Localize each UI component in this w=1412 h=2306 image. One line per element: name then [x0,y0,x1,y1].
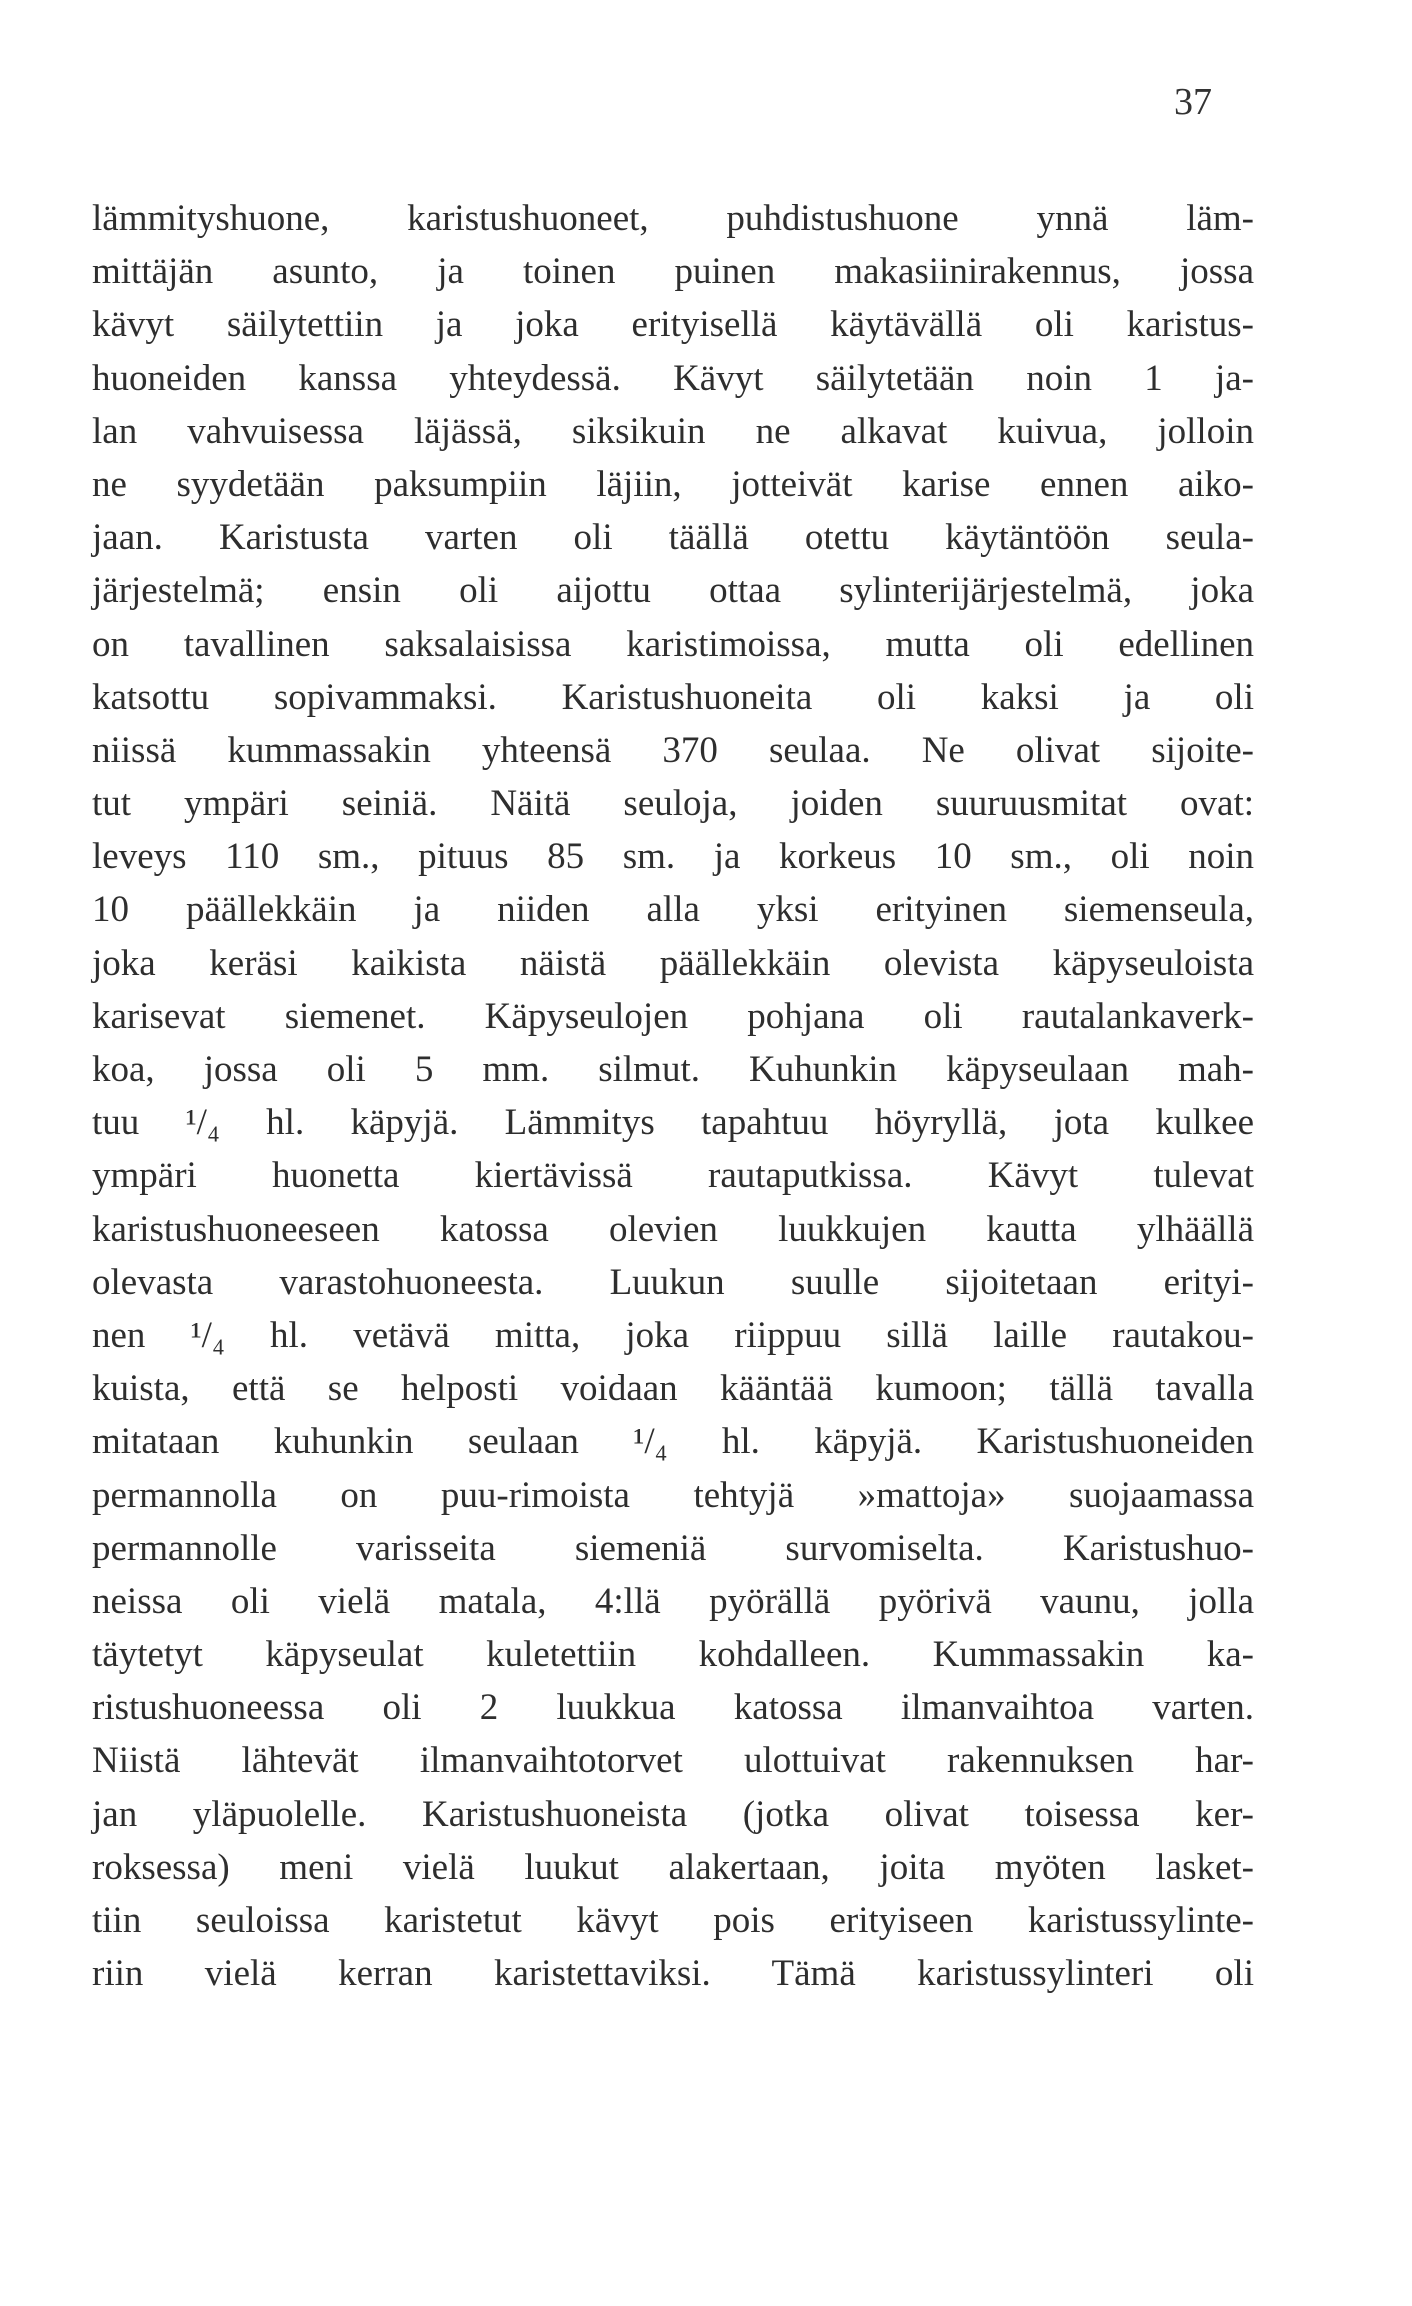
text-line: lämmityshuone, karistushuoneet, puhdistushuone ynnä läm- [92,198,1254,239]
text-line: täytetyt käpyseulat kuletettiin kohdalleen. Kummassakin ka- [92,1634,1254,1676]
text-line: ympäri huonetta kiertävissä rautaputkissa. Kävyt tulevat [92,1155,1254,1197]
text-line: kuista, että se helposti voidaan kääntää kumoon; tällä tavalla [92,1368,1254,1410]
text-line: jan yläpuolelle. Karistushuoneista (jotka olivat toisessa ker- [92,1793,1254,1835]
text-line: jaan. Karistusta varten oli täällä otettu käytäntöön seula- [92,517,1254,559]
text-line: roksessa) meni vielä luukut alakertaan, joita myöten lasket- [92,1846,1254,1888]
text-line: permannolla on puu-rimoista tehtyjä »mattoja» suojaamassa [92,1474,1254,1516]
text-line: tiin seuloissa karistetut kävyt pois erityiseen karistussylinte- [92,1900,1254,1941]
text-line: karistushuoneeseen katossa olevien luukkujen kautta ylhäällä [92,1208,1254,1250]
text-line: olevasta varastohuoneesta. Luukun suulle sijoitetaan erityi- [92,1261,1254,1303]
text-line: lan vahvuisessa läjässä, siksikuin ne alkavat kuivua, jolloin [92,410,1254,452]
text-line: tut ympäri seiniä. Näitä seuloja, joiden suuruusmitat ovat: [92,783,1254,825]
text-line: huoneiden kanssa yhteydessä. Kävyt säilytetään noin 1 ja- [92,357,1254,399]
text-line: leveys 110 sm., pituus 85 sm. ja korkeus 10 sm., oli noin [92,836,1254,878]
text-line: kävyt säilytettiin ja joka erityisellä käytävällä oli karistus- [92,304,1254,346]
text-line: niissä kummassakin yhteensä 370 seulaa. Ne olivat sijoite- [92,729,1254,771]
body-text [92,192,1254,2000]
text-line: mitataan kuhunkin seulaan ¹/₄ hl. käpyjä. Karistushuoneiden [92,1421,1254,1463]
text-line: 10 päällekkäin ja niiden alla yksi erityinen siemenseula, [92,889,1254,931]
text-line: katsottu sopivammaksi. Karistushuoneita oli kaksi ja oli [92,676,1254,718]
text-line: riin vielä kerran karistettaviksi. Tämä karistussylinteri oli [92,1953,1254,1995]
text-line: joka keräsi kaikista näistä päällekkäin olevista käpyseuloista [92,942,1254,984]
text-line: ne syydetään paksumpiin läjiin, jotteivät karise ennen aiko- [92,463,1254,505]
text-line: tuu ¹/₄ hl. käpyjä. Lämmitys tapahtuu höyryllä, jota kulkee [92,1102,1254,1144]
text-line: Niistä lähtevät ilmanvaihtotorvet ulottuivat rakennuksen har- [92,1740,1254,1782]
text-line: koa, jossa oli 5 mm. silmut. Kuhunkin käpyseulaan mah- [92,1049,1254,1090]
text-line: neissa oli vielä matala, 4:llä pyörällä pyörivä vaunu, jolla [92,1580,1254,1622]
text-line: nen ¹/₄ hl. vetävä mitta, joka riippuu sillä laille rautakou- [92,1314,1254,1356]
text-line: ristushuoneessa oli 2 luukkua katossa ilmanvaihtoa varten. [92,1687,1254,1729]
text-line: permannolle varisseita siemeniä survomiselta. Karistushuo- [92,1527,1254,1569]
text-line: järjestelmä; ensin oli aijottu ottaa sylinterijärjestelmä, joka [92,570,1254,612]
page-number: 37 [1174,81,1212,123]
text-line: on tavallinen saksalaisissa karistimoissa, mutta oli edellinen [92,623,1254,665]
text-line: mittäjän asunto, ja toinen puinen makasiinirakennus, jossa [92,251,1254,293]
text-line: karisevat siemenet. Käpyseulojen pohjana oli rautalankaverk- [92,995,1254,1037]
